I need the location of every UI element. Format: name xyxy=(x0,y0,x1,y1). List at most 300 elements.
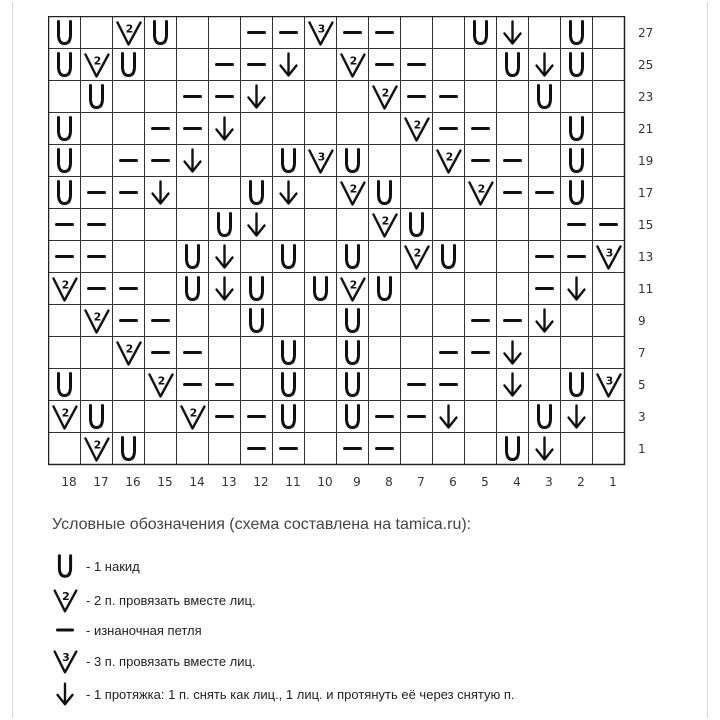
chart-cell xyxy=(401,177,433,209)
chart-cell xyxy=(529,177,561,209)
chart-cell xyxy=(433,177,465,209)
chart-cell xyxy=(369,177,401,209)
chart-cell xyxy=(369,17,401,49)
chart-cell xyxy=(593,337,625,369)
chart-cell xyxy=(177,145,209,177)
chart-cell xyxy=(113,273,145,305)
col-label: 13 xyxy=(221,475,237,489)
chart-cell xyxy=(177,369,209,401)
chart-cell xyxy=(433,401,465,433)
chart-cell xyxy=(177,81,209,113)
chart-cell xyxy=(81,49,113,81)
chart-cell xyxy=(561,337,593,369)
chart-cell xyxy=(305,177,337,209)
chart-cell xyxy=(177,305,209,337)
chart-cell xyxy=(369,241,401,273)
chart-cell xyxy=(465,273,497,305)
chart-cell xyxy=(465,369,497,401)
chart-cell xyxy=(337,49,369,81)
chart-cell xyxy=(177,49,209,81)
chart-cell xyxy=(241,369,273,401)
col-label: 5 xyxy=(481,475,489,489)
chart-cell xyxy=(529,145,561,177)
chart-cell xyxy=(145,369,177,401)
svg-text:2: 2 xyxy=(125,342,134,356)
row-label: 23 xyxy=(638,90,654,104)
chart-cell xyxy=(305,81,337,113)
chart-cell xyxy=(593,177,625,209)
chart-cell xyxy=(529,113,561,145)
svg-text:2: 2 xyxy=(61,278,70,292)
chart-cell xyxy=(209,369,241,401)
legend-item xyxy=(50,552,140,580)
chart-cell xyxy=(593,209,625,241)
chart-cell xyxy=(113,337,145,369)
chart-cell xyxy=(401,17,433,49)
chart-cell xyxy=(433,113,465,145)
legend-item xyxy=(50,680,515,708)
chart-cell xyxy=(113,401,145,433)
chart-cell xyxy=(177,273,209,305)
chart-cell xyxy=(465,49,497,81)
chart-cell xyxy=(529,273,561,305)
col-label: 12 xyxy=(253,475,269,489)
chart-cell xyxy=(465,113,497,145)
chart-cell xyxy=(209,305,241,337)
chart-cell xyxy=(273,145,305,177)
chart-cell xyxy=(241,17,273,49)
svg-text:2: 2 xyxy=(93,310,102,324)
chart-cell xyxy=(497,273,529,305)
chart-cell xyxy=(241,209,273,241)
chart-cell xyxy=(241,305,273,337)
chart-cell xyxy=(433,433,465,465)
chart-cell xyxy=(241,337,273,369)
chart-cell xyxy=(337,209,369,241)
chart-cell xyxy=(369,369,401,401)
chart-cell xyxy=(49,241,81,273)
chart-cell xyxy=(177,337,209,369)
legend-text: - 1 накид xyxy=(86,558,140,574)
chart-cell xyxy=(305,273,337,305)
chart-cell xyxy=(369,81,401,113)
chart-cell xyxy=(81,305,113,337)
chart-cell xyxy=(145,209,177,241)
chart-cell xyxy=(465,241,497,273)
chart-cell xyxy=(465,145,497,177)
chart-cell xyxy=(497,305,529,337)
chart-cell xyxy=(305,305,337,337)
chart-cell xyxy=(81,401,113,433)
chart-cell xyxy=(177,209,209,241)
chart-cell xyxy=(241,113,273,145)
col-label: 2 xyxy=(577,475,585,489)
chart-cell xyxy=(433,17,465,49)
col-label: 4 xyxy=(513,475,521,489)
chart-cell xyxy=(369,209,401,241)
chart-cell xyxy=(369,273,401,305)
chart-cell xyxy=(561,369,593,401)
chart-cell xyxy=(369,337,401,369)
chart-cell xyxy=(177,177,209,209)
chart-cell xyxy=(593,305,625,337)
svg-text:2: 2 xyxy=(349,54,358,68)
chart-cell xyxy=(113,81,145,113)
chart-cell xyxy=(465,401,497,433)
chart-cell xyxy=(433,241,465,273)
chart-cell xyxy=(113,433,145,465)
chart-cell xyxy=(337,273,369,305)
chart-cell xyxy=(529,49,561,81)
chart-cell xyxy=(305,145,337,177)
chart-cell xyxy=(49,17,81,49)
chart-cell xyxy=(337,177,369,209)
chart-cell xyxy=(465,433,497,465)
chart-cell xyxy=(529,337,561,369)
chart-cell xyxy=(561,17,593,49)
chart-cell xyxy=(145,305,177,337)
svg-text:2: 2 xyxy=(445,150,454,164)
chart-cell xyxy=(401,209,433,241)
svg-text:2: 2 xyxy=(477,182,486,196)
chart-cell xyxy=(49,337,81,369)
row-label: 19 xyxy=(638,154,654,168)
chart-cell xyxy=(113,145,145,177)
chart-cell xyxy=(561,113,593,145)
svg-text:2: 2 xyxy=(93,54,102,68)
chart-cell xyxy=(81,209,113,241)
chart-cell xyxy=(273,305,305,337)
chart-cell xyxy=(145,145,177,177)
chart-cell xyxy=(497,401,529,433)
chart-cell xyxy=(561,209,593,241)
col-label: 8 xyxy=(385,475,393,489)
chart-cell xyxy=(49,209,81,241)
chart-cell xyxy=(337,305,369,337)
svg-text:2: 2 xyxy=(349,278,358,292)
chart-grid xyxy=(49,17,625,465)
chart-cell xyxy=(145,433,177,465)
chart-cell xyxy=(81,369,113,401)
chart-cell xyxy=(561,401,593,433)
chart-cell xyxy=(81,273,113,305)
chart-cell xyxy=(497,433,529,465)
chart-cell xyxy=(209,337,241,369)
chart-cell xyxy=(497,49,529,81)
chart-cell xyxy=(113,369,145,401)
chart-cell xyxy=(401,401,433,433)
chart-cell xyxy=(465,81,497,113)
row-label: 13 xyxy=(638,250,654,264)
legend-item xyxy=(50,616,202,644)
chart-cell xyxy=(209,209,241,241)
svg-text:3: 3 xyxy=(317,22,326,36)
chart-cell xyxy=(593,145,625,177)
chart-cell xyxy=(433,145,465,177)
chart-cell xyxy=(209,401,241,433)
chart-cell xyxy=(337,113,369,145)
chart-cell xyxy=(49,81,81,113)
chart-cell xyxy=(81,241,113,273)
row-label: 9 xyxy=(638,314,646,328)
chart-cell xyxy=(593,113,625,145)
chart-cell xyxy=(81,433,113,465)
chart-cell xyxy=(369,145,401,177)
chart-cell xyxy=(177,401,209,433)
chart-cell xyxy=(593,49,625,81)
row-label: 25 xyxy=(638,58,654,72)
chart-cell xyxy=(433,209,465,241)
chart-cell xyxy=(209,49,241,81)
chart-cell xyxy=(81,17,113,49)
chart-cell xyxy=(145,401,177,433)
chart-cell xyxy=(497,17,529,49)
svg-text:2: 2 xyxy=(189,406,198,420)
slip-knit-pass-icon xyxy=(50,679,80,709)
chart-cell xyxy=(529,17,561,49)
chart-cell xyxy=(273,177,305,209)
chart-cell xyxy=(209,241,241,273)
chart-cell xyxy=(241,433,273,465)
chart-cell xyxy=(273,81,305,113)
chart-cell xyxy=(433,337,465,369)
col-label: 18 xyxy=(61,475,77,489)
col-label: 11 xyxy=(285,475,301,489)
chart-cell xyxy=(497,209,529,241)
chart-cell xyxy=(529,241,561,273)
chart-cell xyxy=(305,209,337,241)
chart-cell xyxy=(49,113,81,145)
chart-cell xyxy=(401,337,433,369)
legend-item xyxy=(50,586,256,614)
chart-cell xyxy=(337,369,369,401)
chart-cell xyxy=(145,337,177,369)
chart-cell xyxy=(497,145,529,177)
chart-cell xyxy=(561,433,593,465)
chart-cell xyxy=(465,17,497,49)
chart-cell xyxy=(209,145,241,177)
legend-text: - 2 п. провязать вместе лиц. xyxy=(86,592,256,608)
chart-cell xyxy=(305,241,337,273)
chart-cell xyxy=(433,273,465,305)
chart-cell xyxy=(209,17,241,49)
svg-text:2: 2 xyxy=(125,22,134,36)
col-label: 16 xyxy=(125,475,141,489)
col-label: 7 xyxy=(417,475,425,489)
chart-cell xyxy=(145,49,177,81)
row-label: 7 xyxy=(638,346,646,360)
chart-cell xyxy=(273,433,305,465)
svg-text:2: 2 xyxy=(157,374,166,388)
legend-text: - 3 п. провязать вместе лиц. xyxy=(86,653,256,669)
k2tog-icon xyxy=(50,585,80,615)
row-label: 11 xyxy=(638,282,654,296)
chart-cell xyxy=(241,273,273,305)
chart-cell xyxy=(337,337,369,369)
chart-cell xyxy=(113,17,145,49)
chart-cell xyxy=(401,305,433,337)
chart-cell xyxy=(337,241,369,273)
svg-text:2: 2 xyxy=(413,118,422,132)
chart-cell xyxy=(273,49,305,81)
chart-cell xyxy=(81,81,113,113)
chart-cell xyxy=(273,273,305,305)
col-label: 3 xyxy=(545,475,553,489)
chart-cell xyxy=(593,433,625,465)
chart-cell xyxy=(369,305,401,337)
chart-cell xyxy=(273,241,305,273)
chart-cell xyxy=(401,433,433,465)
svg-text:2: 2 xyxy=(93,438,102,452)
chart-cell xyxy=(561,81,593,113)
col-label: 9 xyxy=(353,475,361,489)
chart-cell xyxy=(337,17,369,49)
chart-cell xyxy=(113,241,145,273)
row-label: 21 xyxy=(638,122,654,136)
svg-text:2: 2 xyxy=(413,246,422,260)
chart-cell xyxy=(305,401,337,433)
chart-cell xyxy=(593,81,625,113)
chart-cell xyxy=(593,17,625,49)
chart-cell xyxy=(561,273,593,305)
chart-cell xyxy=(401,241,433,273)
chart-cell xyxy=(49,305,81,337)
chart-cell xyxy=(497,337,529,369)
chart-cell xyxy=(273,113,305,145)
chart-cell xyxy=(401,273,433,305)
chart-cell xyxy=(113,113,145,145)
chart-cell xyxy=(369,433,401,465)
chart-cell xyxy=(465,209,497,241)
chart-cell xyxy=(49,401,81,433)
chart-cell xyxy=(369,113,401,145)
chart-cell xyxy=(593,369,625,401)
chart-cell xyxy=(529,305,561,337)
chart-cell xyxy=(273,17,305,49)
chart-cell xyxy=(337,401,369,433)
chart-cell xyxy=(209,177,241,209)
chart-cell xyxy=(497,113,529,145)
chart-cell xyxy=(241,49,273,81)
col-label: 14 xyxy=(189,475,205,489)
svg-text:2: 2 xyxy=(381,214,390,228)
chart-cell xyxy=(337,433,369,465)
row-label: 5 xyxy=(638,378,646,392)
chart-cell xyxy=(305,433,337,465)
row-label: 27 xyxy=(638,26,654,40)
chart-cell xyxy=(177,113,209,145)
chart-cell xyxy=(433,369,465,401)
chart-cell xyxy=(401,113,433,145)
chart-cell xyxy=(593,241,625,273)
row-label: 3 xyxy=(638,410,646,424)
chart-cell xyxy=(561,49,593,81)
chart-cell xyxy=(465,177,497,209)
svg-text:2: 2 xyxy=(62,590,70,603)
legend-title: Условные обозначения (схема составлена на tamica.ru): xyxy=(52,516,472,533)
chart-cell xyxy=(113,209,145,241)
legend-item xyxy=(50,647,256,675)
chart-cell xyxy=(273,209,305,241)
row-label: 17 xyxy=(638,186,654,200)
chart-cell xyxy=(465,305,497,337)
chart-cell xyxy=(209,273,241,305)
chart-cell xyxy=(529,433,561,465)
chart-cell xyxy=(241,177,273,209)
chart-cell xyxy=(49,49,81,81)
chart-cell xyxy=(497,241,529,273)
chart-cell xyxy=(177,433,209,465)
chart-cell xyxy=(305,49,337,81)
svg-text:2: 2 xyxy=(61,406,70,420)
chart-cell xyxy=(497,369,529,401)
chart-cell xyxy=(273,401,305,433)
chart-cell xyxy=(593,273,625,305)
chart-cell xyxy=(369,49,401,81)
chart-cell xyxy=(593,401,625,433)
chart-cell xyxy=(49,273,81,305)
chart-cell xyxy=(273,337,305,369)
chart-cell xyxy=(433,49,465,81)
chart-cell xyxy=(49,145,81,177)
chart-cell xyxy=(401,145,433,177)
chart-cell xyxy=(145,273,177,305)
chart-cell xyxy=(241,81,273,113)
chart-cell xyxy=(337,145,369,177)
chart-cell xyxy=(401,49,433,81)
chart-cell xyxy=(145,113,177,145)
chart-cell xyxy=(177,17,209,49)
chart-cell xyxy=(529,81,561,113)
chart-cell xyxy=(433,81,465,113)
col-label: 10 xyxy=(317,475,333,489)
chart-cell xyxy=(561,145,593,177)
chart-cell xyxy=(561,305,593,337)
chart-cell xyxy=(145,177,177,209)
chart-cell xyxy=(497,177,529,209)
chart-cell xyxy=(401,81,433,113)
svg-text:2: 2 xyxy=(381,86,390,100)
row-label: 1 xyxy=(638,442,646,456)
chart-cell xyxy=(241,145,273,177)
chart-cell xyxy=(81,145,113,177)
chart-cell xyxy=(145,241,177,273)
chart-cell xyxy=(337,81,369,113)
svg-text:2: 2 xyxy=(349,182,358,196)
svg-text:3: 3 xyxy=(605,246,614,260)
chart-cell xyxy=(241,401,273,433)
chart-cell xyxy=(177,241,209,273)
chart-cell xyxy=(145,17,177,49)
chart-cell xyxy=(529,401,561,433)
chart-cell xyxy=(49,433,81,465)
col-label: 6 xyxy=(449,475,457,489)
chart-cell xyxy=(497,81,529,113)
row-label: 15 xyxy=(638,218,654,232)
k3tog-icon xyxy=(50,646,80,676)
chart-cell xyxy=(81,177,113,209)
chart-cell xyxy=(561,241,593,273)
chart-cell xyxy=(81,337,113,369)
chart-cell xyxy=(529,369,561,401)
chart-cell xyxy=(273,369,305,401)
col-label: 1 xyxy=(609,475,617,489)
chart-cell xyxy=(305,113,337,145)
svg-text:3: 3 xyxy=(605,374,614,388)
chart-cell xyxy=(49,177,81,209)
chart-cell xyxy=(305,17,337,49)
chart-cell xyxy=(529,209,561,241)
